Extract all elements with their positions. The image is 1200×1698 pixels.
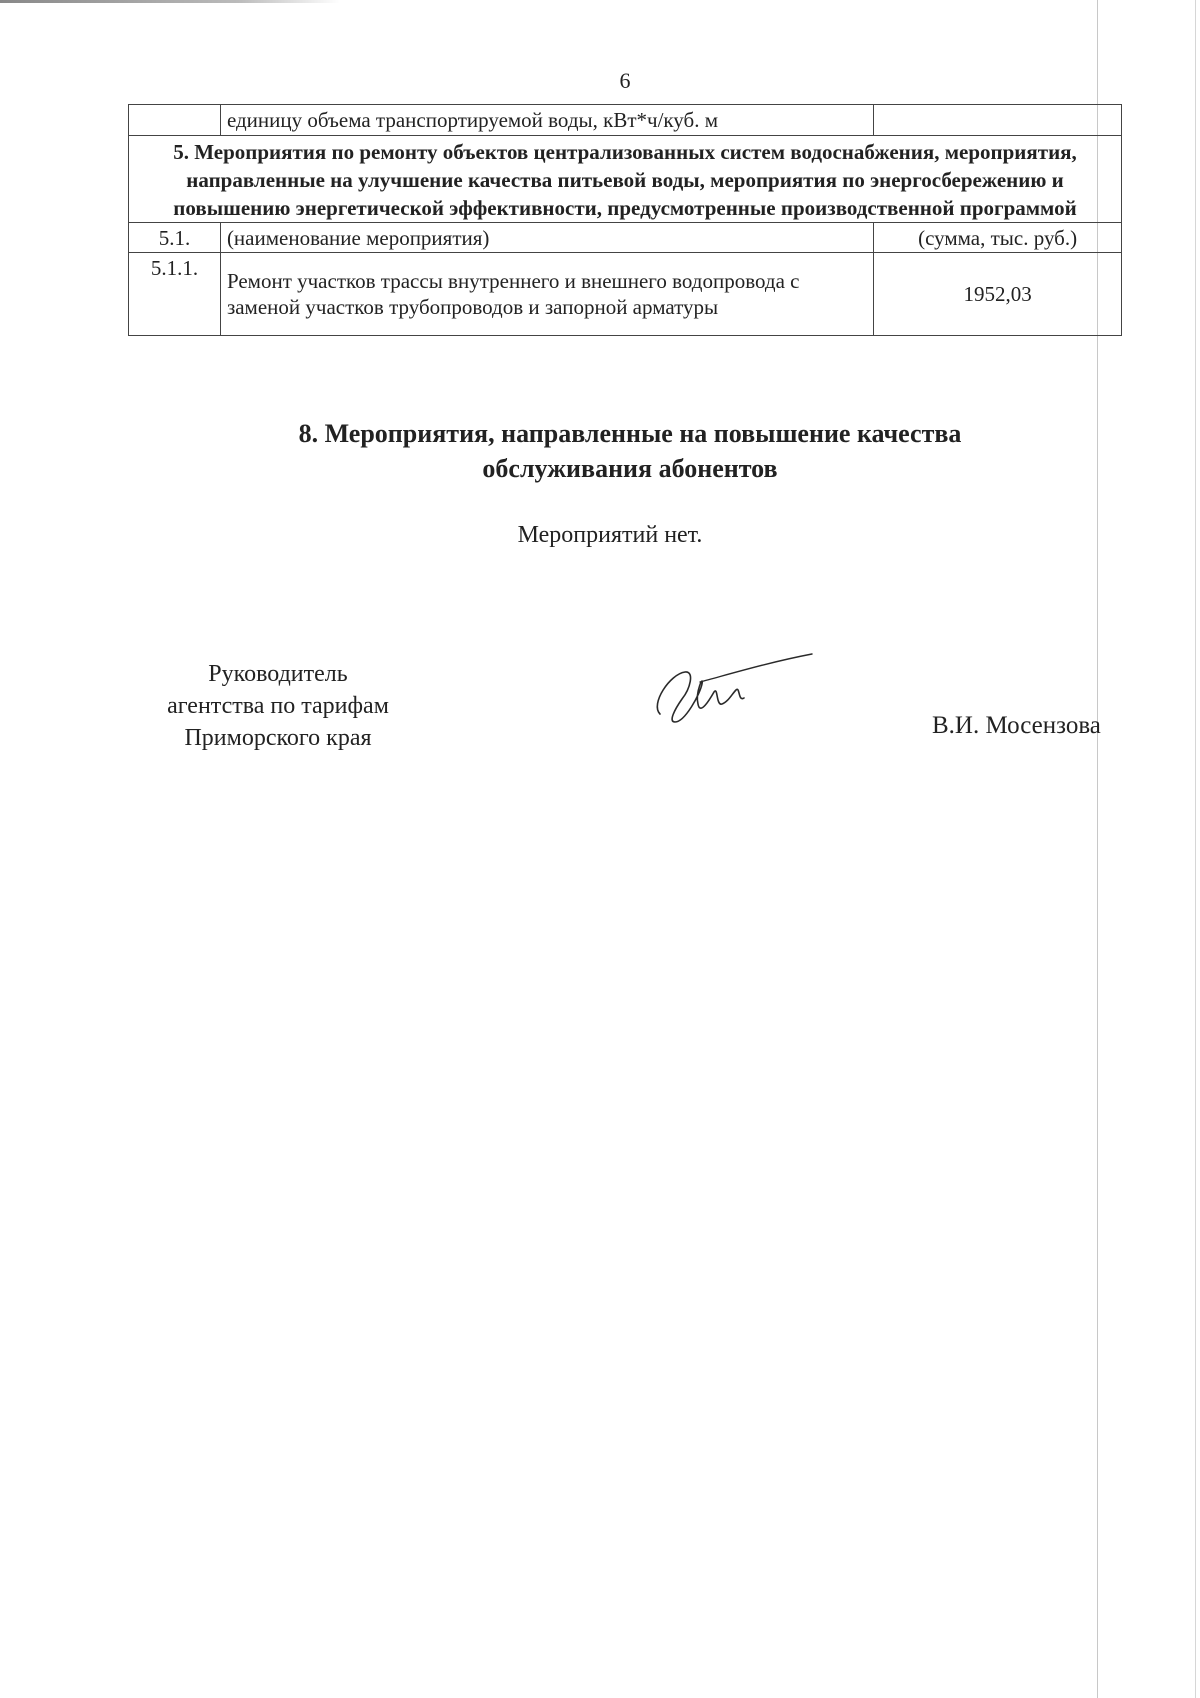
table-row [129,223,1122,253]
section-8-title: 8. Мероприятия, направленные на повышение качества обслуживания абонентов [298,419,962,483]
table-cell [874,105,1122,136]
table-cell [129,105,221,136]
table-row [129,105,1122,136]
header-name: (наименование мероприятия) [220,223,873,253]
signer-position [138,658,418,754]
scan-edge-line [1195,0,1196,1698]
table-row [129,136,1122,223]
row-name: Ремонт участков трассы внутреннего и внешнего водопровода с заменой участков трубопроводов и запорной арматуры [220,253,873,336]
row-number: 5.1.1. [129,253,221,336]
position-line: агентства по тарифам [167,693,389,719]
position-line: Приморского края [184,725,372,751]
table-row [129,253,1122,336]
row-amount: 1952,03 [874,253,1122,336]
header-amount: (сумма, тыс. руб.) [874,223,1122,253]
scan-edge-artifact [0,0,340,3]
header-number: 5.1. [129,223,221,253]
signer-name: В.И. Мосензова [932,712,1101,739]
page-number: 6 [619,68,631,93]
position-line: Руководитель [208,661,348,687]
section-8-body: Мероприятий нет. [517,522,703,548]
measures-table [128,104,1122,336]
section-title: 5. Мероприятия по ремонту объектов централизованных систем водоснабжения, мероприятия, направленные на улучшение качества питьевой воды, мероприятия по энергосбережению и повышению энергетической эффективности, предусмотренные производственной программой [129,136,1122,223]
continuation-text: единицу объема транспортируемой воды, кВт*ч/куб. м [220,105,873,136]
handwritten-signature [640,644,820,744]
